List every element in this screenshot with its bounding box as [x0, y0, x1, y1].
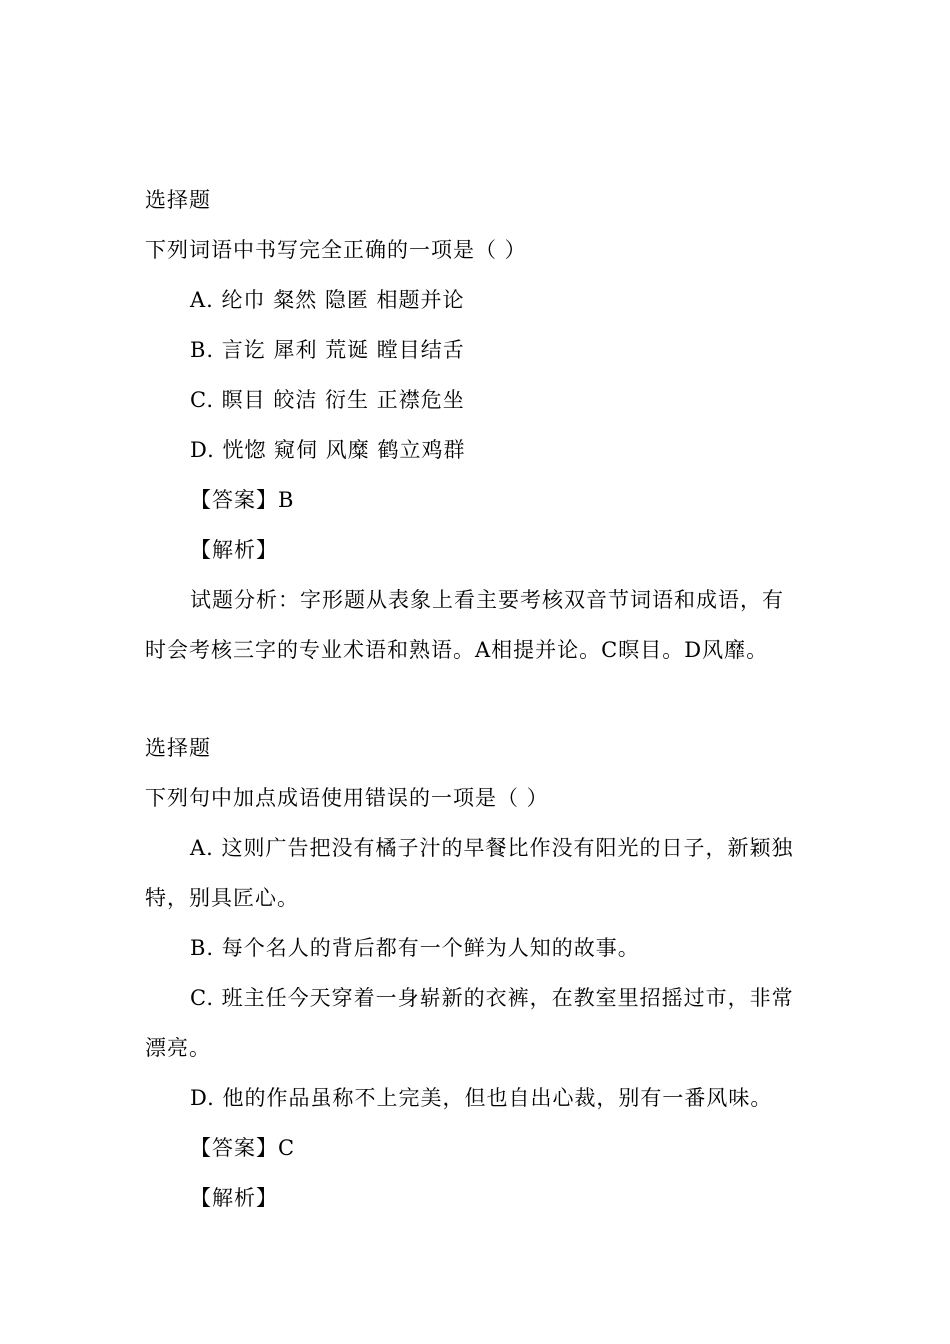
question-1-option-d: D. 恍惚 窥伺 风糜 鹤立鸡群	[190, 438, 466, 462]
question-2-option-a-line-1: A. 这则广告把没有橘子汁的早餐比作没有阳光的日子，新颖独	[190, 836, 794, 860]
question-1-analysis-label: 【解析】	[190, 538, 278, 562]
question-2-option-c-line-2: 漂亮。	[145, 1036, 211, 1060]
question-2-analysis-label: 【解析】	[190, 1186, 278, 1210]
question-1-type: 选择题	[145, 188, 211, 212]
question-2-option-b: B. 每个名人的背后都有一个鲜为人知的故事。	[190, 936, 640, 960]
question-2-option-c-line-1: C. 班主任今天穿着一身崭新的衣裤，在教室里招摇过市，非常	[190, 986, 794, 1010]
question-1-option-a: A. 纶巾 粲然 隐匿 相题并论	[190, 288, 465, 312]
question-1-answer: 【答案】B	[190, 488, 295, 512]
question-2-option-a-line-2: 特，别具匠心。	[145, 886, 299, 910]
question-1-stem: 下列词语中书写完全正确的一项是（ ）	[145, 238, 527, 262]
question-2-stem: 下列句中加点成语使用错误的一项是（ ）	[145, 786, 549, 810]
question-1-option-c: C. 瞑目 皎洁 衍生 正襟危坐	[190, 388, 465, 412]
question-2-answer: 【答案】C	[190, 1136, 296, 1160]
question-2-type: 选择题	[145, 736, 211, 760]
question-1-option-b: B. 言讫 犀利 荒诞 瞠目结舌	[190, 338, 465, 362]
question-1-analysis-line-1: 试题分析：字形题从表象上看主要考核双音节词语和成语，有	[190, 588, 784, 612]
question-1-analysis-line-2: 时会考核三字的专业术语和熟语。A相提并论。C暝目。D风靡。	[145, 638, 769, 662]
question-2-option-d: D. 他的作品虽称不上完美，但也自出心裁，别有一番风味。	[190, 1086, 773, 1110]
